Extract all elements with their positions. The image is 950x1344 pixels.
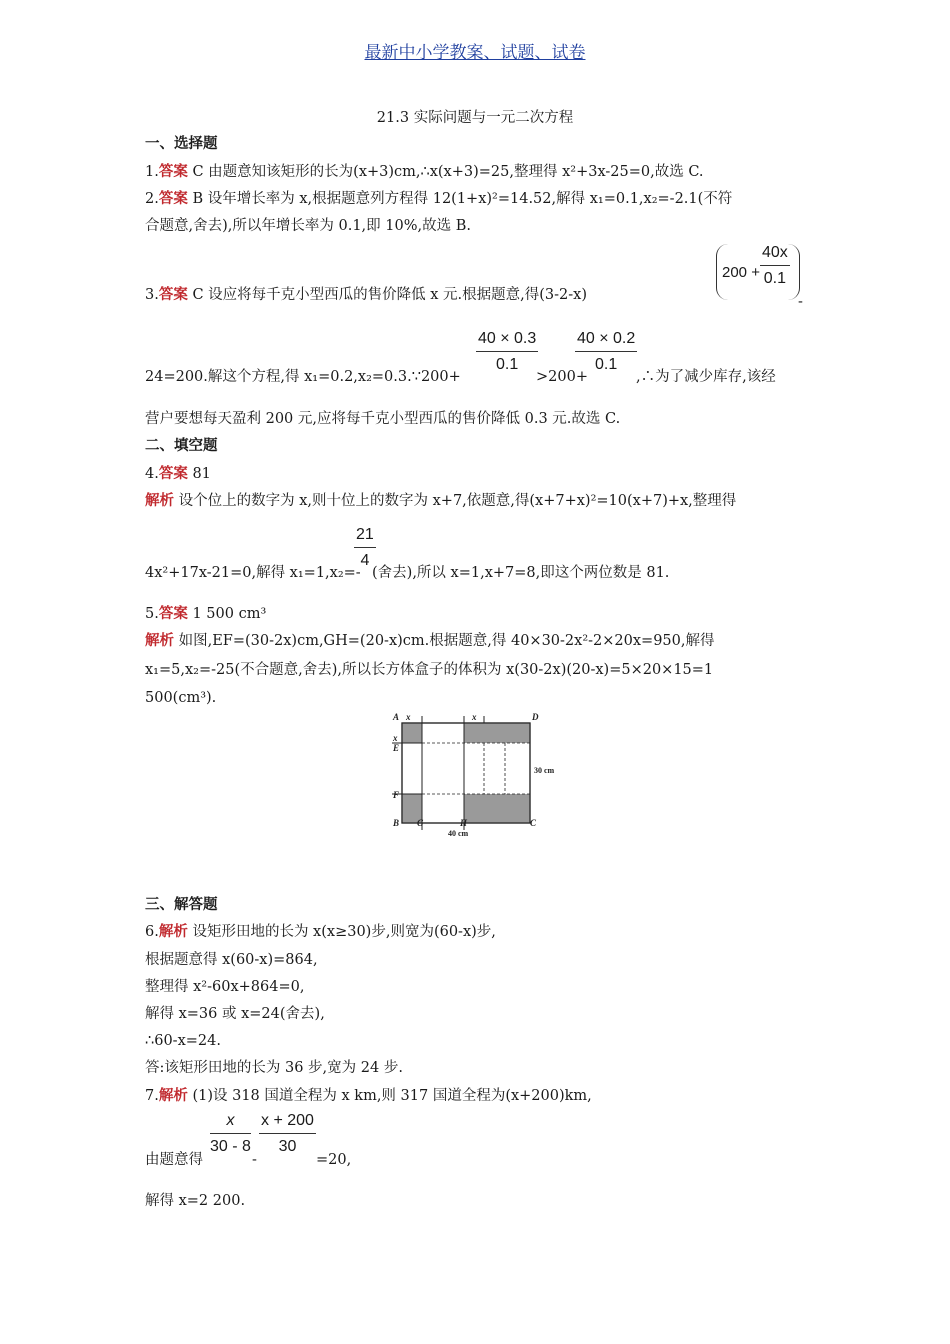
q6-line4: 解得 x=36 或 x=24(舍去), bbox=[145, 1006, 325, 1022]
cut-rect-br bbox=[464, 794, 530, 823]
q4-line2-tail: (舍去),所以 x=1,x+7=8,即这个两位数是 81. bbox=[372, 565, 670, 581]
analysis-tag: 解析 bbox=[158, 924, 188, 940]
q4-line1: 解析 设个位上的数字为 x,则十位上的数字为 x+7,依题意,得(x+7+x)²=10(x+7)+x,整理得 bbox=[145, 493, 737, 509]
cut-square-tl bbox=[402, 723, 422, 743]
fraction-40x0.2: $\frac{40 \times 0.2}{0.1}$ bbox=[577, 330, 636, 373]
minus-sign: - bbox=[252, 1152, 257, 1168]
label-x-top-right: x bbox=[472, 712, 477, 722]
q-text: C 由题意知该矩形的长为(x+3)cm,∴x(x+3)=25,整理得 x²+3x-25=0,故选 C. bbox=[187, 164, 704, 180]
answer-tag: 答案 bbox=[158, 606, 188, 622]
q-number: 3. bbox=[145, 287, 159, 303]
q4-answer: 4.答案 81 bbox=[145, 466, 211, 482]
answer-tag: 答案 bbox=[158, 191, 188, 207]
q3-line1 bbox=[145, 285, 587, 305]
q-number: 1. bbox=[145, 164, 159, 180]
q5-line1: 解析 如图,EF=(30-2x)cm,GH=(20-x)cm.根据题意,得 40×30-2x²-2×20x=950,解得 bbox=[145, 633, 715, 649]
q5-line3: 500(cm³). bbox=[145, 690, 217, 706]
box-net-figure bbox=[380, 708, 580, 840]
label-width: 40 cm bbox=[448, 829, 469, 838]
label-x-left: x bbox=[393, 733, 398, 743]
q6-line5: ∴60-x=24. bbox=[145, 1033, 221, 1049]
q7-line3: 解得 x=2 200. bbox=[145, 1193, 246, 1209]
label-F: F bbox=[393, 790, 400, 800]
q2-line2: 合题意,舍去),所以年增长率为 0.1,即 10%,故选 B. bbox=[145, 218, 471, 234]
q6-line6: 答:该矩形田地的长为 36 步,宽为 24 步. bbox=[145, 1060, 403, 1076]
q6-line1: 6.解析 设矩形田地的长为 x(x≥30)步,则宽为(60-x)步, bbox=[145, 924, 496, 940]
fraction-x200-over-30: $\frac{x + 200}{30}$ bbox=[261, 1112, 314, 1155]
answer-tag: 答案 bbox=[158, 287, 188, 303]
q7-line1: 7.解析 (1)设 318 国道全程为 x km,则 317 国道全程为(x+200)km, bbox=[145, 1088, 592, 1104]
minus-sign: - bbox=[798, 294, 803, 310]
analysis-tag: 解析 bbox=[145, 633, 174, 649]
fraction-21-4: $\frac{21}{4}$ bbox=[356, 526, 374, 569]
q7-line2: 由题意得 bbox=[145, 1152, 203, 1168]
section-heading: 一、选择题 bbox=[145, 136, 218, 152]
q-text: B 设年增长率为 x,根据题意列方程得 12(1+x)²=14.52,解得 x₁=0.1,x₂=-2.1(不符 bbox=[187, 191, 733, 207]
label-G: G bbox=[417, 818, 424, 828]
label-B: B bbox=[393, 818, 400, 828]
q-number: 2. bbox=[145, 191, 159, 207]
expr-prefix: 200 + bbox=[722, 264, 760, 281]
q7-equals: =20, bbox=[316, 1152, 352, 1168]
page-title: 21.3 实际问题与一元二次方程 bbox=[376, 110, 574, 126]
q1 bbox=[145, 162, 704, 182]
answer-tag: 答案 bbox=[158, 164, 188, 180]
cut-rect-tr bbox=[464, 723, 530, 743]
q6-line3: 整理得 x²-60x+864=0, bbox=[145, 979, 305, 995]
q6-line2: 根据题意得 x(60-x)=864, bbox=[145, 952, 318, 968]
analysis-tag: 解析 bbox=[158, 1088, 188, 1104]
fraction-40x0.3: $\frac{40 \times 0.3}{0.1}$ bbox=[478, 330, 537, 373]
section-heading: 三、解答题 bbox=[145, 897, 218, 913]
fraction-40x: $\frac{40x}{0.1}$ bbox=[762, 244, 788, 287]
q5-answer: 5.答案 1 500 cm³ bbox=[145, 606, 267, 622]
answer-tag: 答案 bbox=[158, 466, 188, 482]
q3-line3: 营户要想每天盈利 200 元,应将每千克小型西瓜的售价降低 0.3 元.故选 C. bbox=[145, 411, 621, 427]
q2-line1 bbox=[145, 189, 732, 209]
q3-compare: >200+ bbox=[536, 369, 588, 385]
q3-line2: 24=200.解这个方程,得 x₁=0.2,x₂=0.3.∵200+ bbox=[145, 369, 461, 385]
q5-line2: x₁=5,x₂=-25(不合题意,舍去),所以长方体盒子的体积为 x(30-2x)(20-x)=5×20×15=1 bbox=[145, 662, 714, 678]
fraction-x-over-22: $\frac{x}{30 - 8}$ bbox=[210, 1112, 251, 1155]
q-text: C 设应将每千克小型西瓜的售价降低 x 元.根据题意,得(3-2-x) bbox=[187, 287, 588, 303]
label-E: E bbox=[393, 743, 400, 753]
section-heading: 二、填空题 bbox=[145, 438, 218, 454]
q4-line2: 4x²+17x-21=0,解得 x₁=1,x₂=- bbox=[145, 565, 361, 581]
label-C: C bbox=[530, 818, 537, 828]
q3-line2-tail: ,∴为了减少库存,该经 bbox=[636, 369, 776, 385]
label-height: 30 cm bbox=[534, 766, 555, 775]
label-D: D bbox=[532, 712, 539, 722]
header-link[interactable]: 最新中小学教案、试题、试卷 bbox=[364, 43, 586, 63]
label-A: A bbox=[393, 712, 400, 722]
label-H: H bbox=[460, 818, 468, 828]
label-x-top-left: x bbox=[406, 712, 411, 722]
analysis-tag: 解析 bbox=[145, 493, 174, 509]
